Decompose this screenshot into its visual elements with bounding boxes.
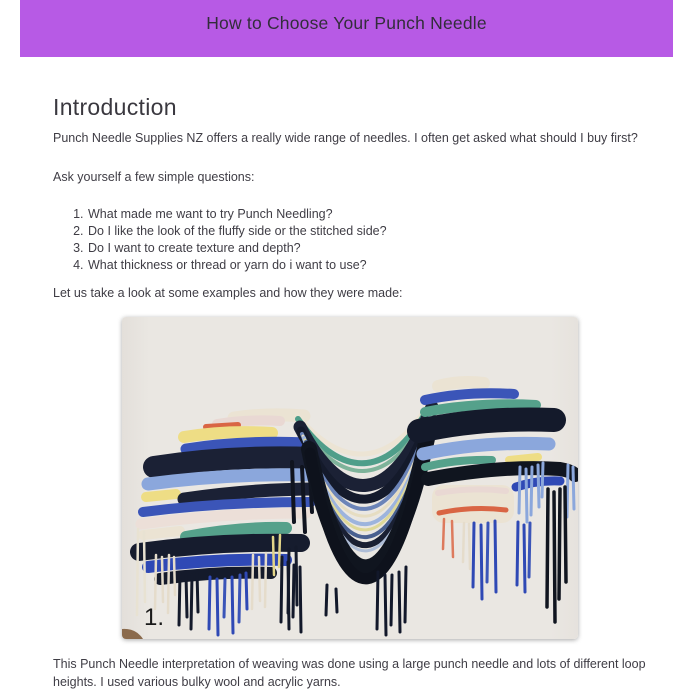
page-title: How to Choose Your Punch Needle [206,12,487,33]
question-item: 2. Do I like the look of the fluffy side or the stitched side? [87,223,652,240]
article-body [0,94,693,691]
example-artwork-photo [122,317,578,639]
section-heading: Introduction [53,94,177,120]
questions-lead-paragraph: Ask yourself a few simple questions: [53,170,255,185]
questions-list [53,206,652,274]
caption-line: This Punch Needle interpretation of weaving was done using a large punch needle and lots of different loop [53,656,646,671]
artwork-number-label: 1. [144,603,165,631]
question-item: 1. What made me want to try Punch Needling? [87,206,652,223]
intro-paragraph: Punch Needle Supplies NZ offers a really wide range of needles. I often get asked what should I buy first? [53,130,638,145]
examples-lead-paragraph: Let us take a look at some examples and how they were made: [53,286,403,301]
page-banner [20,0,673,57]
punch-needle-artwork-image [122,317,578,639]
artwork-caption [53,656,652,692]
caption-line: heights. I used various bulky wool and acrylic yarns. [53,674,341,689]
question-item: 4. What thickness or thread or yarn do i want to use? [87,257,652,274]
question-item: 3. Do I want to create texture and depth? [87,240,652,257]
